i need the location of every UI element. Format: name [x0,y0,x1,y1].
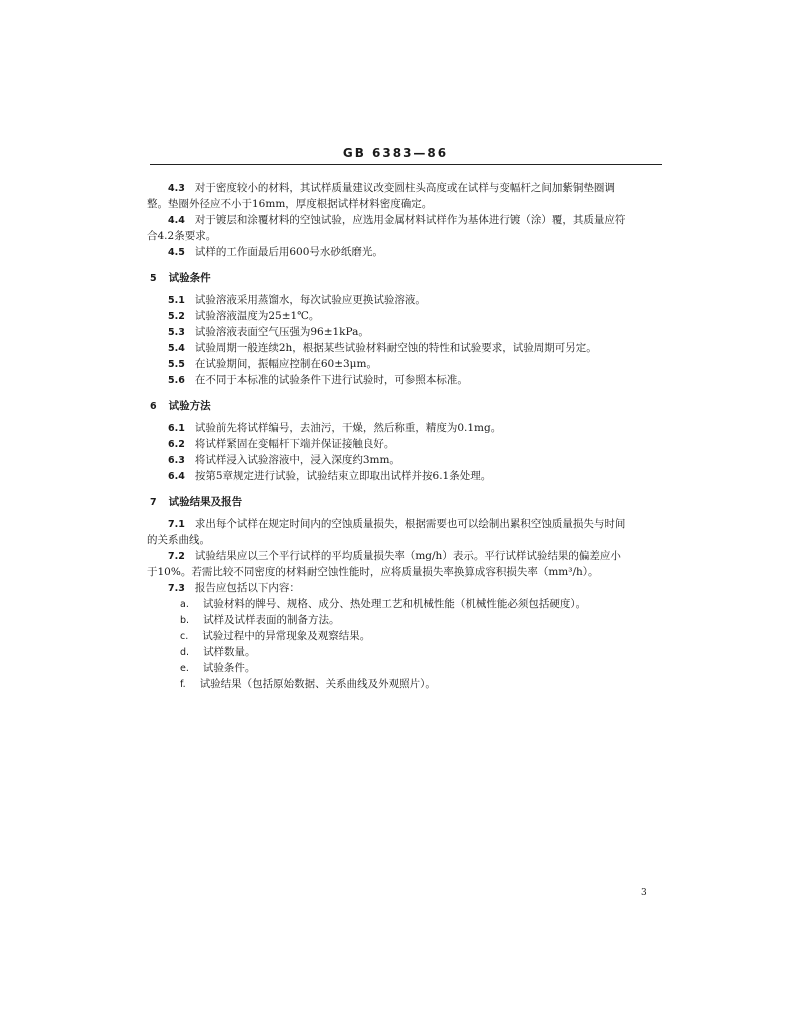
clause-text: 试样的工作面最后用600号水砂纸磨光。 [194,246,383,258]
clause-number: 5.3 [168,327,185,338]
clause-number: 5.6 [168,375,185,386]
section-title: 试验条件 [168,272,211,284]
clause-text: 将试样紧固在变幅杆下端并保证接触良好。 [194,438,395,450]
clause-line [168,581,300,596]
clause-line [147,197,432,211]
clause-text: 求出每个试样在规定时间内的空蚀质量损失，根据需要也可以绘制出累积空蚀质量损失与时间 [194,518,626,530]
list-label: b. [180,615,190,626]
section-heading [150,270,211,285]
clause-number: 6.3 [168,455,185,466]
section-number: 5 [150,273,157,284]
clause-text: 试验周期一般连续2h，根据某些试验材料耐空蚀的特性和试验要求，试验周期可另定。 [194,342,597,354]
clause-text: 报告应包括以下内容： [194,582,300,594]
clause-number: 4.4 [168,215,185,226]
clause-line [147,565,599,579]
clause-number: 5.1 [168,295,185,306]
page-number: 3 [641,888,647,898]
section-title: 试验结果及报告 [168,496,243,508]
clause-number: 5.5 [168,359,185,370]
clause-text: 试验结果应以三个平行试样的平均质量损失率（mg/h）表示。平行试样试验结果的偏差应小 [194,550,621,562]
section-number: 6 [150,401,157,412]
header-rule [150,164,662,165]
clause-number: 4.3 [168,183,185,194]
clause-line [147,533,210,547]
section-heading [150,494,242,509]
clause-number: 6.2 [168,439,185,450]
list-text: 试验结果（包括原始数据、关系曲线及外观照片）。 [199,678,436,690]
list-text: 试样数量。 [203,646,256,658]
list-item [180,645,256,660]
clause-line [168,325,369,340]
clause-number: 6.4 [168,471,185,482]
clause-line [168,181,615,196]
clause-line [168,309,319,324]
clause-text: 对于镀层和涂覆材料的空蚀试验，应选用金属材料试样作为基体进行镀（涂）覆，其质量应符 [194,214,626,226]
clause-line [168,549,621,564]
clause-text: 的关系曲线。 [147,534,210,546]
clause-text: 试验溶液温度为25±1℃。 [194,310,320,322]
clause-text: 将试样浸入试验溶液中，浸入深度约3mm。 [194,454,400,466]
clause-line [168,357,377,372]
clause-text: 试验溶液采用蒸馏水，每次试验应更换试验溶液。 [194,294,426,306]
clause-text: 合4.2条要求。 [147,230,217,242]
clause-text: 在不同于本标准的试验条件下进行试验时，可参照本标准。 [194,374,468,386]
section-heading [150,398,211,413]
clause-text: 试验溶液表面空气压强为96±1kPa。 [194,326,369,338]
list-item [180,597,586,612]
list-text: 试验过程中的异常现象及观察结果。 [202,630,371,642]
clause-line [168,421,501,436]
list-item [180,629,370,644]
clause-number: 5.2 [168,311,185,322]
clause-text: 整。垫圈外径应不小于16mm，厚度根据试样材料密度确定。 [147,198,433,210]
clause-number: 4.5 [168,247,185,258]
list-label: f. [180,679,186,690]
clause-line [168,469,491,484]
list-text: 试验条件。 [202,662,256,674]
list-label: a. [180,599,189,610]
list-text: 试样及试样表面的制备方法。 [203,614,340,626]
clause-number: 7.2 [168,551,185,562]
clause-line [168,245,383,260]
list-label: d. [180,647,190,658]
list-label: e. [180,663,189,674]
clause-text: 试验前先将试样编号，去油污，干燥，然后称重，精度为0.1mg。 [194,422,502,434]
clause-line [168,437,394,452]
list-item [180,661,255,676]
clause-text: 对于密度较小的材料，其试样质量建议改变圆柱头高度或在试样与变幅杆之间加紫铜垫圈调 [194,182,615,194]
clause-text: 按第5章规定进行试验，试验结束立即取出试样并按6.1条处理。 [194,470,492,482]
list-item [180,677,436,692]
clause-line [168,373,468,388]
list-item [180,613,340,628]
clause-number: 7.3 [168,583,185,594]
clause-line [168,213,625,228]
clause-line [168,293,426,308]
clause-text: 在试验期间，振幅应控制在60±3μm。 [194,358,377,370]
clause-text: 于10%。若需比较不同密度的材料耐空蚀性能时，应将质量损失率换算成容积损失率（mm³/h）。 [147,566,599,578]
clause-line [147,229,216,243]
clause-line [168,517,625,532]
clause-line [168,453,400,468]
section-title: 试验方法 [168,400,211,412]
list-label: c. [180,631,189,642]
clause-number: 5.4 [168,343,185,354]
clause-line [168,341,597,356]
clause-number: 6.1 [168,423,185,434]
standard-code-header: GB 6383—86 [342,146,449,160]
clause-number: 7.1 [168,519,185,530]
list-text: 试验材料的牌号、规格、成分、热处理工艺和机械性能（机械性能必须包括硬度）。 [202,598,587,610]
section-number: 7 [150,497,157,508]
